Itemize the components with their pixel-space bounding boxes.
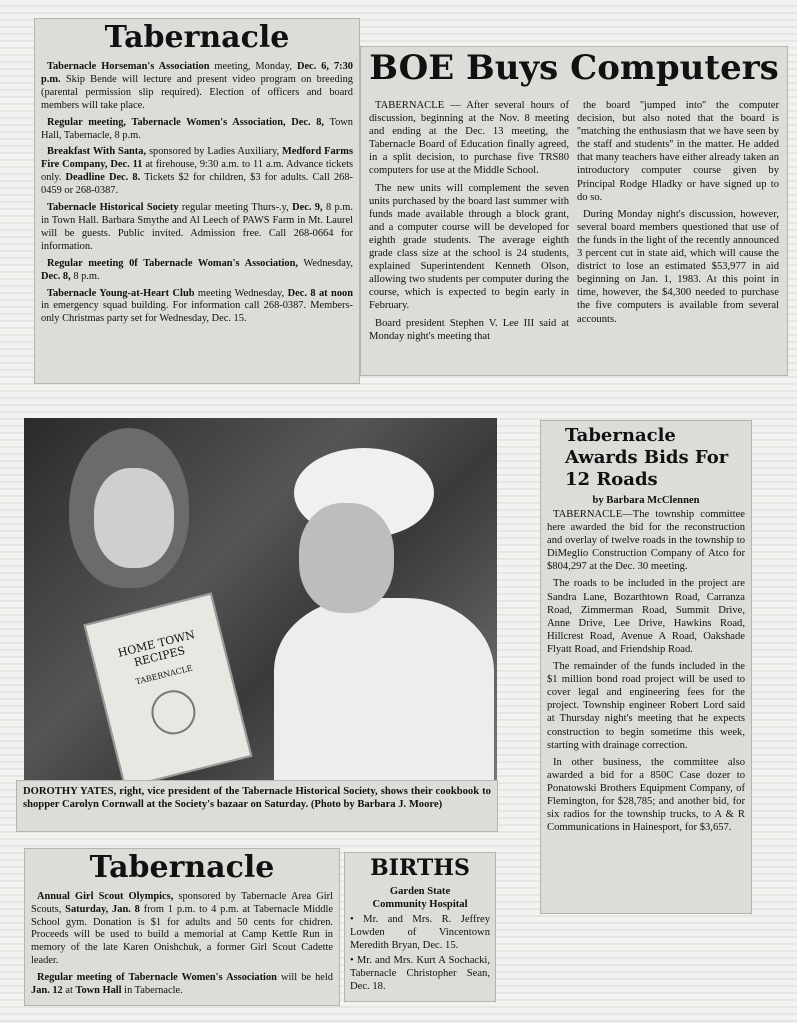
bottom-tabernacle-clipping bbox=[24, 848, 340, 1006]
womens-association-meeting: Regular meeting of Tabernacle Women's Association will be held Jan. 12 at Town Hall in Tabernacle. bbox=[31, 971, 333, 996]
roads-article-clipping bbox=[540, 420, 752, 914]
roads-byline: by Barbara McClennen bbox=[592, 495, 700, 506]
event-historical-society: Tabernacle Historical Society regular meeting Thurs-.y, Dec. 9, 8 p.m. in Town Hall. Barbara Smythe and Al Leech of PAWS Farm in Mt. Laurel will be guests. Public invited. Admission free. Call 268-0664 for information. bbox=[41, 202, 353, 252]
girl-scout-olympics: Annual Girl Scout Olympics, sponsored by Tabernacle Area Girl Scouts, Saturday, Jan. 8 from 1 p.m. to 4 p.m. at Tabernacle Middle School gym. Donation is $1 for adults and 50 cents for chidren. Proceeds will be used to build a memorial at Camp Kettle Run in memory of the late Karen Onishchuk, a former Girl Scout Cadette leader. bbox=[31, 891, 333, 966]
boe-col2-p1: the board ''jumped into'' the computer decision, but also noted that the board is ''matching the enthusiasm that we have seen by the staff and students'' in the matter. He added that many teachers have either already taken an introductory computer course given by Principal Rodge Hladky or have signed up to do so. bbox=[577, 100, 779, 203]
boe-col1-p3: Board president Stephen V. Lee III said at Monday night's meeting that bbox=[369, 317, 569, 342]
roads-p2: The roads to be included in the project are Sandra Lane, Bozarthtown Road, Carranza Road, Zimmerman Road, Summit Drive, Anne Drive, Lee Drive, Hawkins Road, Hillcrest Road, Avenue A Road, Oakshade Flyatt Road, and Friendship Road. bbox=[547, 578, 745, 655]
event-womens-association: Regular meeting, Tabernacle Women's Association, Dec. 8, Town Hall, Tabernacle, 8 p.m. bbox=[41, 116, 353, 141]
roads-p1: TABERNACLE—The township committee here awarded the bid for the reconstruction and overlay of twelve roads in the township to DiMeglio Construction Company of Atco for $804,297 at the Dec. 30 meeting. bbox=[547, 509, 745, 573]
cookbook-title: HOME TOWN RECIPES bbox=[116, 628, 197, 670]
cookbook-place: TABERNACLE bbox=[134, 663, 194, 687]
birth-1: • Mr. and Mrs. R. Jeffrey Lowden of Vincentown Meredith Bryan, Dec. 15. bbox=[350, 914, 490, 952]
event-womans-association: Regular meeting 0f Tabernacle Woman's Association, Wednesday, Dec. 8, 8 p.m. bbox=[41, 257, 353, 282]
boe-article-clipping bbox=[360, 46, 788, 376]
birth-2: • Mr. and Mrs. Kurt A Sochacki, Tabernacle Christopher Sean, Dec. 18. bbox=[350, 955, 490, 993]
tabernacle-events-clipping bbox=[34, 18, 360, 384]
event-horseman: Tabernacle Horseman's Association meeting, Monday, Dec. 6, 7:30 p.m. Skip Bende will lecture and present video program on breeding (parental permission slip required). Election of officers and board members will take place. bbox=[41, 61, 353, 111]
event-breakfast-santa: Breakfast With Santa, sponsored by Ladies Auxiliary, Medford Farms Fire Company, Dec. 11 at firehouse, 9:30 a.m. to 11 a.m. Advance tickets only. Deadline Dec. 8. Tickets $2 for children, $3 for adults. Call 268-0459 or 268-0387. bbox=[41, 146, 354, 197]
cookbook bbox=[84, 593, 253, 780]
caption-name: DOROTHY YATES, bbox=[23, 786, 117, 797]
births-heading: BIRTHS bbox=[370, 855, 470, 881]
boe-headline: BOE Buys Computers bbox=[369, 48, 779, 88]
births-clipping bbox=[344, 852, 496, 1002]
cookbook-seal-icon bbox=[147, 686, 200, 739]
bottom-tabernacle-heading: Tabernacle bbox=[89, 850, 275, 885]
roads-headline: Tabernacle Awards Bids For 12 Roads bbox=[565, 425, 729, 490]
boe-column-1 bbox=[369, 99, 569, 347]
roads-p3: The remainder of the funds included in the $1 million bond road project will be used to cover legal and engineering fees for the project. Township engineer Robert Lord said at Thursday night's meeting that he expects construction to begin sometime this week, starting with drainage correction. bbox=[547, 661, 745, 751]
photo-caption bbox=[16, 780, 498, 832]
bazaar-photo bbox=[24, 418, 497, 780]
tabernacle-heading: Tabernacle bbox=[104, 20, 290, 55]
caption-text: right, vice president of the Tabernacle Historical Society, shows their cookbook to shopper Carolyn Cornwall at the Society's bazaar on Saturday. (Photo by Barbara J. Moore) bbox=[23, 786, 491, 810]
event-young-at-heart: Tabernacle Young-at-Heart Club meeting Wednesday, Dec. 8 at noon in emergency squad building. For information call 268-0387. Members-only Christmas party set for Wednesday, Dec. 15. bbox=[41, 287, 353, 325]
events-list bbox=[41, 61, 353, 326]
boe-col1-p1: TABERNACLE — After several hours of discussion, beginning at the Nov. 8 meeting and ending at the Dec. 13 meeting, the Tabernacle Board of Education finally agreed, in a split decision, to purchase five TRS80 computers for use at the Middle School. bbox=[369, 100, 569, 177]
hospital-name: Garden State Community Hospital bbox=[372, 886, 468, 910]
boe-col2-p2: During Monday night's discussion, however, several board members questioned that use of the funds in the light of the recently announced 3 percent cut in state aid, which will cause the district to lose an estimated $53,977 in aid beginning on Jan. 1, 1983. At this point in time, however, the $4,300 needed to purchase the five computers is available from several accounts. bbox=[577, 208, 779, 325]
boe-col1-p2: The new units will complement the seven units purchased by the board last summer with funds made available through a block grant, and a computer course will be developed for eighth grade students. The average eighth grade class size at the school is 24 students, explained Superintendent Kenneth Olson, allowing two students per computer during the course, which is expected to begin early in February. bbox=[369, 182, 569, 312]
boe-column-2 bbox=[577, 99, 779, 330]
roads-p4: In other business, the committee also awarded a bid for a 850C Case dozer to Ponatowski Brothers Equipment Company, of Flemington, for $28,785; and another bid, for six radios for the township trucks, to A & R Communications in Hainesport, for $3,657. bbox=[547, 756, 745, 834]
